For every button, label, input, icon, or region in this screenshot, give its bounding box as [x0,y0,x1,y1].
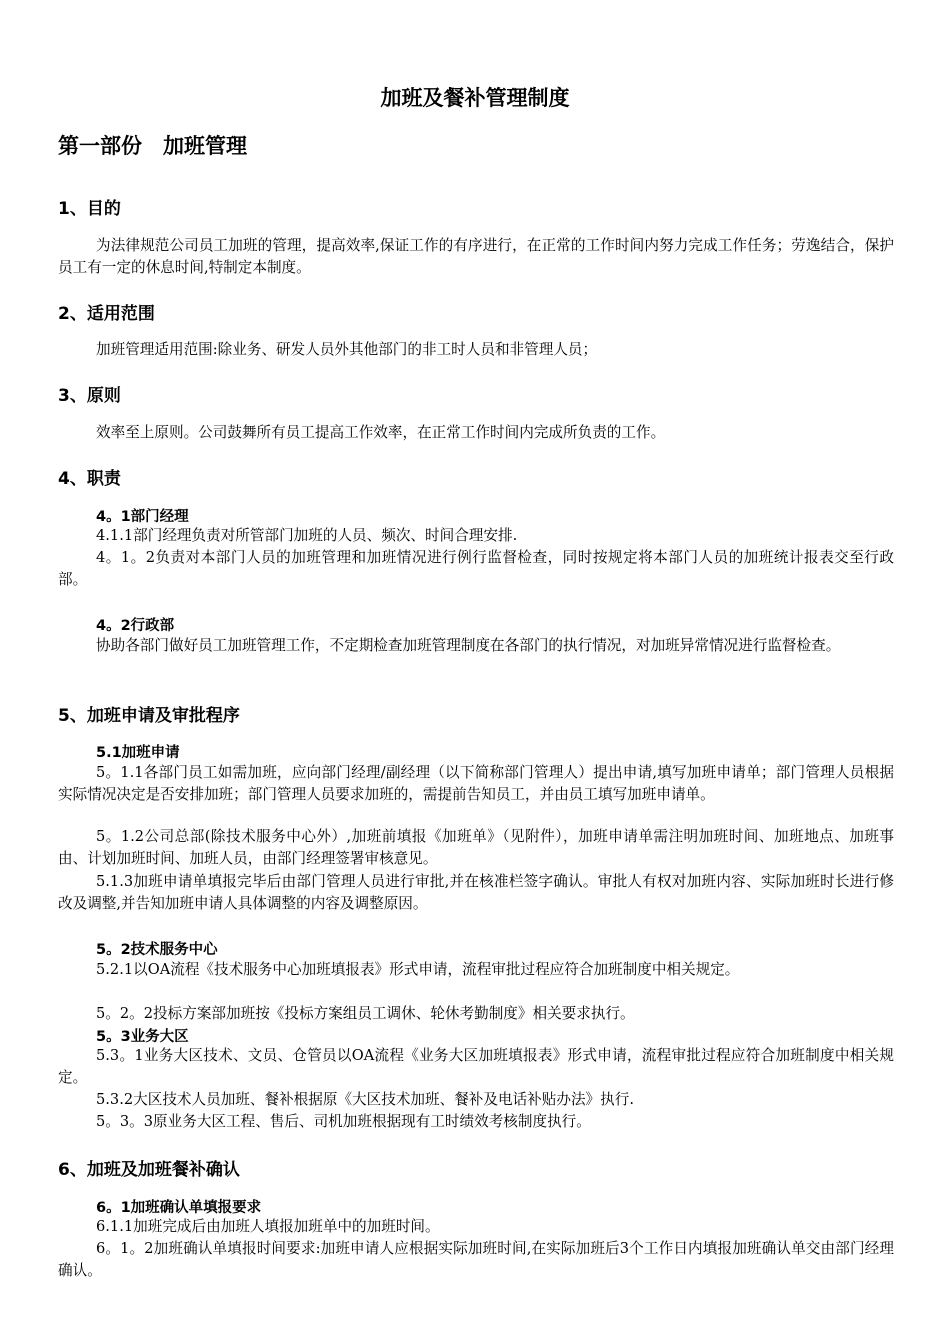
paragraph-5-1-3: 5.1.3加班申请单填报完毕后由部门管理人员进行审批,并在核准栏签字确认。审批人有权对加班内容、实际加班时长进行修改及调整,并告知加班申请人具体调整的内容及调整原因。 [58,873,894,912]
subsection-heading-5-1: 5.1加班申请 [96,745,180,761]
part-title: 第一部份 加班管理 [58,134,247,158]
paragraph-5-3-2: 5.3.2大区技术人员加班、餐补根据原《大区技术加班、餐补及电话补贴办法》执行. [96,1091,634,1108]
paragraph-6-1-1: 6.1.1加班完成后由加班人填报加班单中的加班时间。 [96,1218,440,1235]
section-heading-1: 1、目的 [58,199,121,219]
paragraph-4-1-1: 4.1.1部门经理负责对所管部门加班的人员、频次、时间合理安排. [96,527,518,544]
paragraph-4-2-1: 协助各部门做好员工加班管理工作，不定期检查加班管理制度在各部门的执行情况，对加班异常情况进行监督检查。 [96,637,841,654]
section-heading-3: 3、原则 [58,386,121,406]
section-heading-2: 2、适用范围 [58,304,155,324]
document-title: 加班及餐补管理制度 [380,86,570,110]
paragraph-5-1-2: 5。1.2公司总部(除技术服务中心外）,加班前填报《加班单》（见附件），加班申请单需注明加班时间、加班地点、加班事由、计划加班时间、加班人员，由部门经理签署审核意见。 [58,828,894,867]
paragraph-5-2-2: 5。2。2投标方案部加班按《投标方案组员工调休、轮休考勤制度》相关要求执行。 [96,1005,635,1022]
paragraph-5-3-3: 5。3。3原业务大区工程、售后、司机加班根据现有工时绩效考核制度执行。 [96,1113,591,1130]
section-2-paragraph: 加班管理适用范围:除业务、研发人员外其他部门的非工时人员和非管理人员； [96,341,598,358]
section-1-paragraph: 为法律规范公司员工加班的管理，提高效率,保证工作的有序进行，在正常的工作时间内努力完成工作任务；劳逸结合，保护员工有一定的休息时间,特制定本制度。 [58,237,894,276]
section-3-paragraph: 效率至上原则。公司鼓舞所有员工提高工作效率，在正常工作时间内完成所负责的工作。 [96,424,666,441]
paragraph-5-3-1: 5.3。1业务大区技术、文员、仓管员以OA流程《业务大区加班填报表》形式申请，流程审批过程应符合加班制度中相关规定。 [58,1047,894,1086]
paragraph-6-1-2: 6。1。2加班确认单填报时间要求:加班申请人应根据实际加班时间,在实际加班后3个工作日内填报加班确认单交由部门经理确认。 [58,1240,894,1279]
subsection-heading-6-1: 6。1加班确认单填报要求 [96,1200,262,1216]
subsection-heading-4-2: 4。2行政部 [96,618,175,634]
section-heading-5: 5、加班申请及审批程序 [58,706,240,726]
section-heading-4: 4、职责 [58,469,121,489]
subsection-heading-5-3: 5。3业务大区 [96,1029,189,1045]
section-heading-6: 6、加班及加班餐补确认 [58,1160,240,1180]
paragraph-5-2-1: 5.2.1以OA流程《技术服务中心加班填报表》形式申请，流程审批过程应符合加班制度中相关规定。 [96,961,740,978]
paragraph-4-1-2: 4。1。2负责对本部门人员的加班管理和加班情况进行例行监督检查，同时按规定将本部门人员的加班统计报表交至行政部。 [58,549,894,588]
subsection-heading-4-1: 4。1部门经理 [96,509,189,525]
subsection-heading-5-2: 5。2技术服务中心 [96,942,218,958]
paragraph-5-1-1: 5。1.1各部门员工如需加班，应向部门经理/副经理（以下简称部门管理人）提出申请,填写加班申请单；部门管理人员根据实际情况决定是否安排加班；部门管理人员要求加班的，需提前告知员工，并由员工填写加班申请单。 [58,764,894,803]
